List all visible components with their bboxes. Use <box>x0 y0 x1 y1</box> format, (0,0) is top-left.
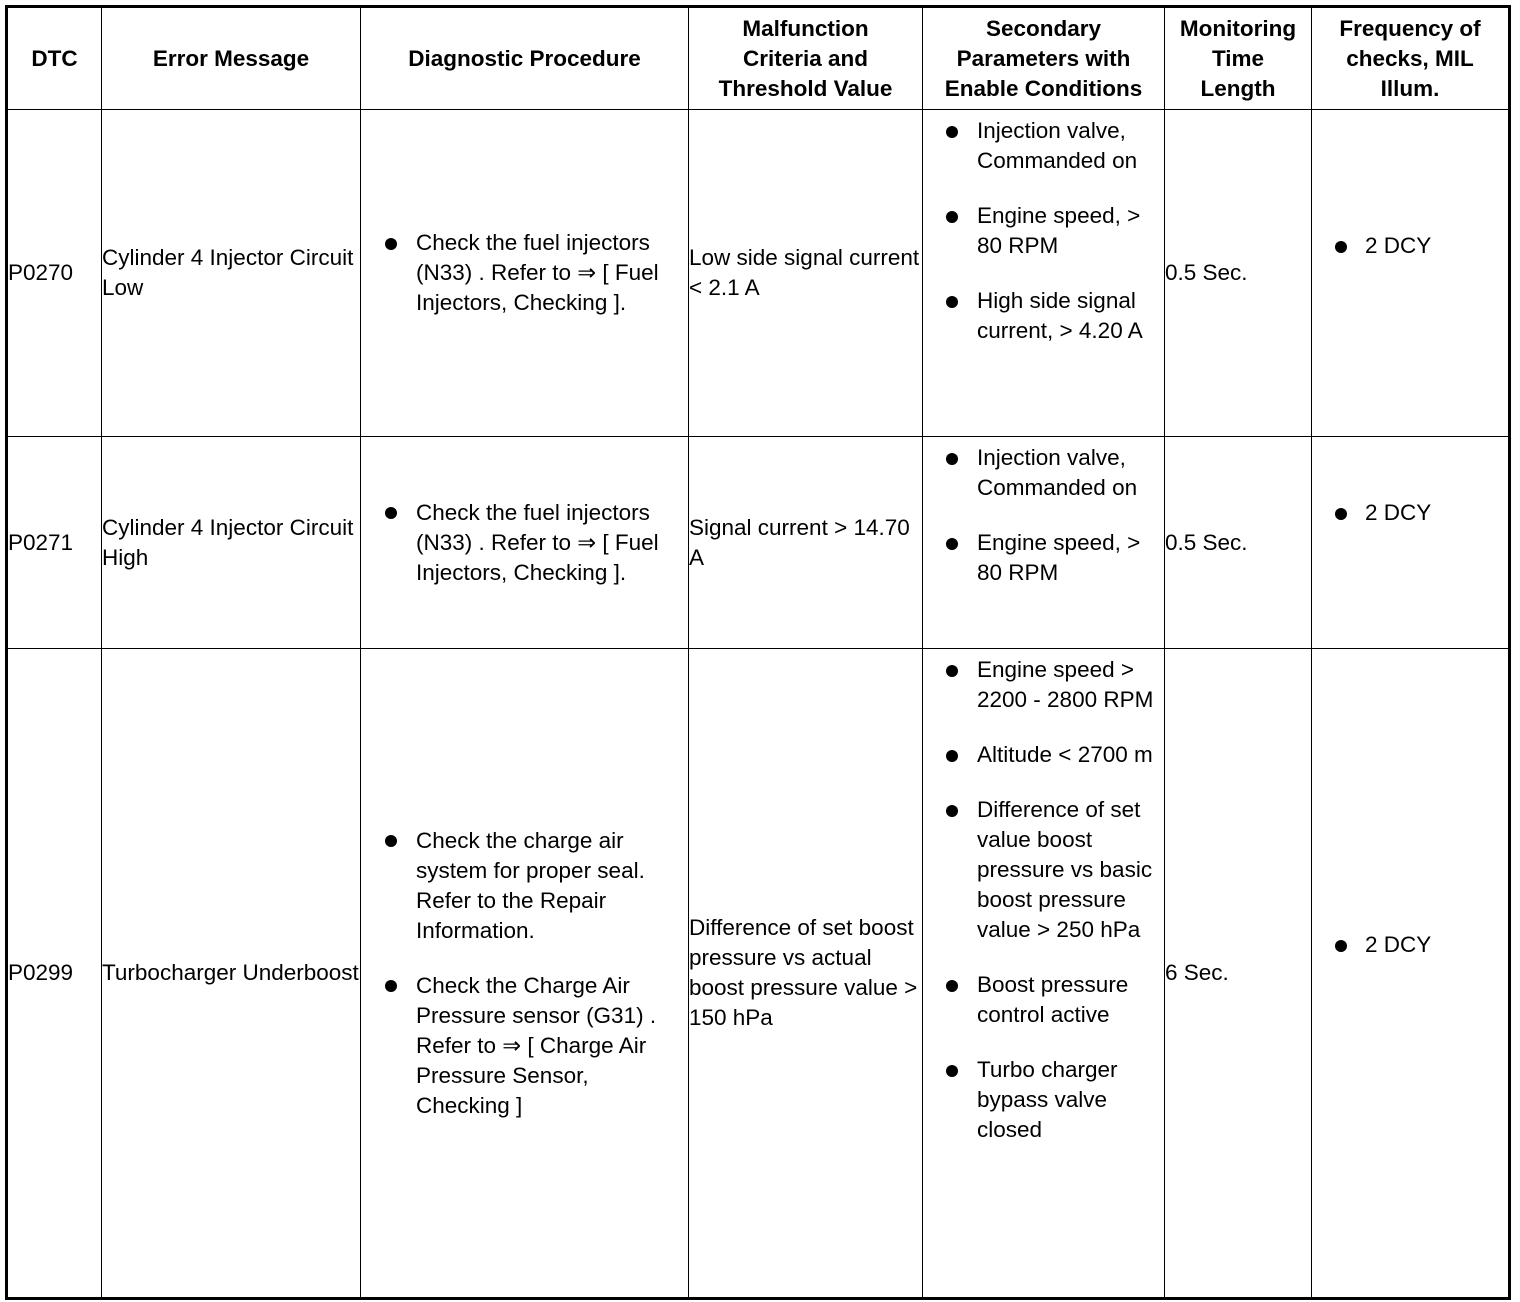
dtc-code: P0271 <box>7 437 102 649</box>
frequency-item <box>1312 231 1508 261</box>
bullet-icon <box>385 835 397 847</box>
secondary-text: Turbo charger bypass valve closed <box>977 1057 1118 1142</box>
frequency-text: 2 DCY <box>1365 500 1432 525</box>
frequency-item <box>1312 498 1508 528</box>
error-message: Turbocharger Underboost <box>102 649 361 1299</box>
header-row <box>7 7 1510 110</box>
header-diagnostic-procedure: Diagnostic Procedure <box>361 7 689 110</box>
secondary-item <box>923 655 1164 715</box>
procedure-list <box>361 498 688 588</box>
bullet-icon <box>946 538 958 550</box>
secondary-text: Engine speed, > 80 RPM <box>977 530 1141 585</box>
dtc-table <box>5 5 1511 1300</box>
procedure-item <box>361 498 688 588</box>
bullet-icon <box>385 507 397 519</box>
secondary-text: Altitude < 2700 m <box>977 742 1153 767</box>
secondary-item <box>923 528 1164 588</box>
header-secondary-parameters: Secondary Parameters with Enable Conditions <box>923 7 1165 110</box>
procedure-list <box>361 228 688 318</box>
bullet-icon <box>946 126 958 138</box>
secondary-item <box>923 286 1164 346</box>
procedure-item <box>361 826 688 946</box>
secondary-list <box>923 443 1164 588</box>
secondary-item <box>923 201 1164 261</box>
bullet-icon <box>946 750 958 762</box>
bullet-icon <box>946 1065 958 1077</box>
secondary-parameters <box>923 437 1165 649</box>
table-row <box>7 649 1510 1299</box>
monitoring-time: 0.5 Sec. <box>1165 110 1312 437</box>
procedure-item <box>361 228 688 318</box>
frequency-text: 2 DCY <box>1365 233 1432 258</box>
secondary-list <box>923 116 1164 346</box>
secondary-item <box>923 740 1164 770</box>
diagnostic-procedure <box>361 437 689 649</box>
header-monitoring-time: Monitoring Time Length <box>1165 7 1312 110</box>
bullet-icon <box>385 238 397 250</box>
diagnostic-procedure <box>361 649 689 1299</box>
diagnostic-procedure <box>361 110 689 437</box>
monitoring-time: 6 Sec. <box>1165 649 1312 1299</box>
secondary-item <box>923 116 1164 176</box>
secondary-item <box>923 1055 1164 1145</box>
monitoring-time: 0.5 Sec. <box>1165 437 1312 649</box>
error-message: Cylinder 4 Injector Circuit High <box>102 437 361 649</box>
bullet-icon <box>946 211 958 223</box>
frequency-item <box>1312 930 1508 960</box>
bullet-icon <box>1335 508 1347 520</box>
bullet-icon <box>946 453 958 465</box>
bullet-icon <box>1335 940 1347 952</box>
malfunction-criteria: Low side signal current < 2.1 A <box>689 110 923 437</box>
dtc-code: P0299 <box>7 649 102 1299</box>
secondary-text: Injection valve, Commanded on <box>977 445 1138 500</box>
frequency-list <box>1312 231 1508 261</box>
dtc-code: P0270 <box>7 110 102 437</box>
bullet-icon <box>385 980 397 992</box>
header-malfunction-criteria: Malfunction Criteria and Threshold Value <box>689 7 923 110</box>
procedure-text: Check the Charge Air Pressure sensor (G31) . Refer to ⇒ [ Charge Air Pressure Sensor, Checking ] <box>416 972 657 1118</box>
procedure-text: Check the fuel injectors (N33) . Refer to ⇒ [ Fuel Injectors, Checking ]. <box>416 499 659 585</box>
table-row <box>7 437 1510 649</box>
secondary-parameters <box>923 110 1165 437</box>
error-message: Cylinder 4 Injector Circuit Low <box>102 110 361 437</box>
secondary-text: Boost pressure control active <box>977 972 1129 1027</box>
frequency-checks <box>1312 110 1510 437</box>
frequency-checks <box>1312 649 1510 1299</box>
secondary-text: Difference of set value boost pressure vs basic boost pressure value > 250 hPa <box>977 797 1153 942</box>
secondary-text: High side signal current, > 4.20 A <box>977 288 1143 343</box>
secondary-list <box>923 655 1164 1145</box>
bullet-icon <box>946 805 958 817</box>
secondary-item <box>923 443 1164 503</box>
procedure-list <box>361 826 688 1121</box>
bullet-icon <box>946 665 958 677</box>
header-dtc: DTC <box>7 7 102 110</box>
header-error-message: Error Message <box>102 7 361 110</box>
secondary-text: Engine speed, > 80 RPM <box>977 203 1141 258</box>
header-frequency: Frequency of checks, MIL Illum. <box>1312 7 1510 110</box>
malfunction-criteria: Signal current > 14.70 A <box>689 437 923 649</box>
secondary-text: Injection valve, Commanded on <box>977 118 1138 173</box>
frequency-checks <box>1312 437 1510 649</box>
secondary-text: Engine speed > 2200 - 2800 RPM <box>977 657 1154 712</box>
bullet-icon <box>1335 241 1347 253</box>
secondary-item <box>923 970 1164 1030</box>
frequency-list <box>1312 930 1508 960</box>
bullet-icon <box>946 980 958 992</box>
frequency-list <box>1312 498 1508 528</box>
frequency-text: 2 DCY <box>1365 932 1432 957</box>
malfunction-criteria: Difference of set boost pressure vs actual boost pressure value > 150 hPa <box>689 649 923 1299</box>
table-row <box>7 110 1510 437</box>
procedure-text: Check the fuel injectors (N33) . Refer to ⇒ [ Fuel Injectors, Checking ]. <box>416 230 659 315</box>
procedure-item <box>361 971 688 1121</box>
secondary-item <box>923 795 1164 945</box>
bullet-icon <box>946 296 958 308</box>
procedure-text: Check the charge air system for proper seal. Refer to the Repair Information. <box>416 827 645 943</box>
secondary-parameters <box>923 649 1165 1299</box>
